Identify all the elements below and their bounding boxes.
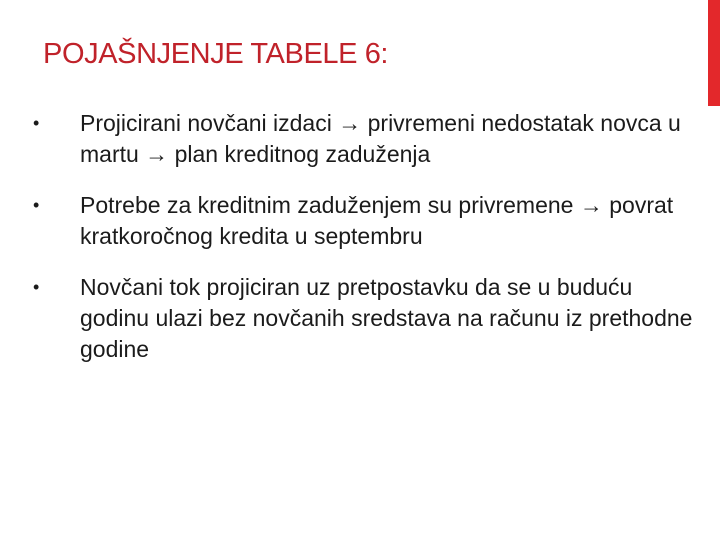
- accent-bar: [708, 0, 720, 106]
- bullet-text: Projicirani novčani izdaci → privremeni nedostatak novca u martu → plan kreditnog zaduženja: [80, 110, 681, 167]
- bullet-item: [33, 272, 693, 365]
- bullet-item: [33, 108, 693, 170]
- bullet-text: Novčani tok projiciran uz pretpostavku da se u buduću godinu ulazi bez novčanih sredstava na računu iz prethodne godine: [80, 274, 693, 362]
- bullet-list: [33, 108, 693, 385]
- bullet-dot: •: [33, 113, 40, 133]
- bullet-dot: •: [33, 195, 40, 215]
- bullet-item: [33, 190, 693, 252]
- slide-title: POJAŠNJENJE TABELE 6:: [43, 38, 389, 70]
- bullet-text: Potrebe za kreditnim zaduženjem su privremene → povrat kratkoročnog kredita u septembru: [80, 192, 674, 249]
- bullet-dot: •: [33, 277, 40, 297]
